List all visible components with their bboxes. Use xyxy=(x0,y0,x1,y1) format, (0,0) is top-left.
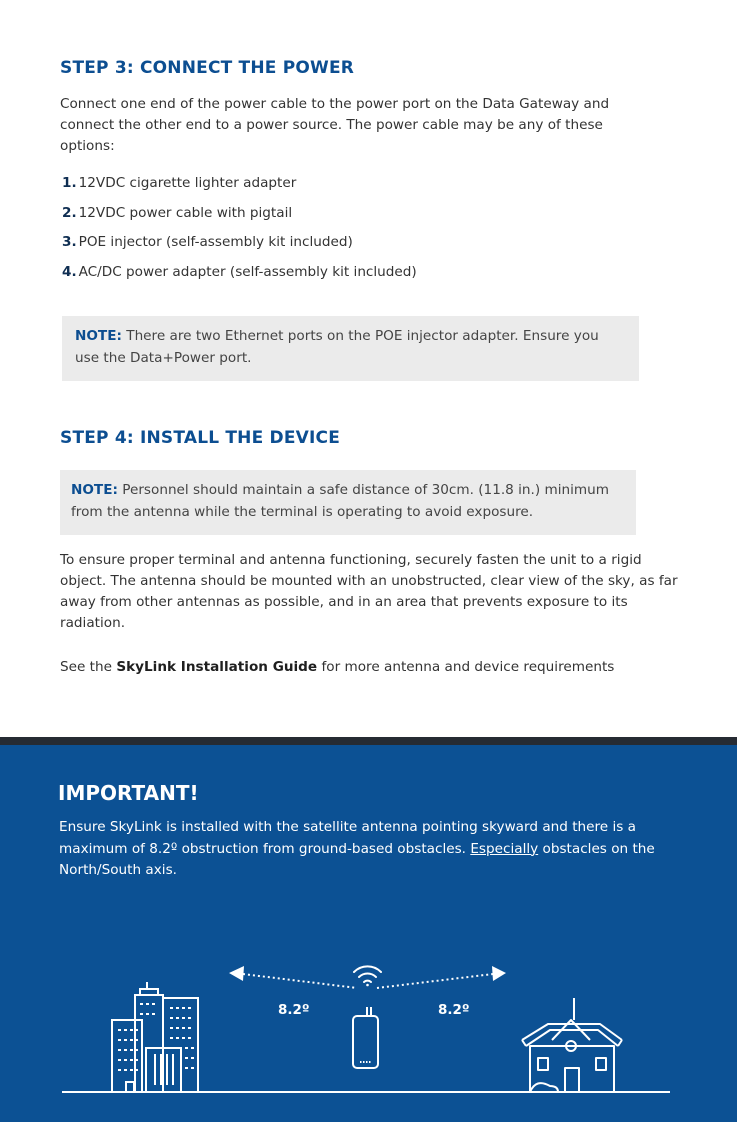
note-text: There are two Ethernet ports on the POE injector adapter. Ensure you use the Data+Power port. xyxy=(75,328,599,366)
poe-note-box xyxy=(62,316,639,381)
left-angle-label: 8.2º xyxy=(278,1002,310,1018)
note-label: NOTE: xyxy=(71,482,118,498)
important-text xyxy=(59,817,679,882)
skylink-device-icon xyxy=(353,1007,378,1068)
see-suffix: for more antenna and device requirements xyxy=(321,659,615,675)
list-text: 12VDC cigarette lighter adapter xyxy=(78,175,297,191)
house-icon xyxy=(522,998,622,1092)
step-4-heading: STEP 4: INSTALL THE DEVICE xyxy=(60,428,341,448)
city-buildings-icon xyxy=(112,982,198,1092)
see-guide-line xyxy=(60,657,680,678)
list-number: 1. xyxy=(62,175,77,191)
right-obstruction-arrow xyxy=(377,966,506,988)
important-text-after: obstacles on the North/South axis. xyxy=(59,840,655,878)
list-text: POE injector (self-assembly kit included) xyxy=(78,234,353,251)
important-emphasis: Especially xyxy=(470,840,539,857)
note-text: Personnel should maintain a safe distance of 30cm. (11.8 in.) minimum from the antenna while the terminal is operating to avoid exposure. xyxy=(71,482,609,520)
important-title: IMPORTANT! xyxy=(58,781,199,805)
see-prefix: See the xyxy=(60,659,112,675)
step-3-intro: Connect one end of the power cable to the power port on the Data Gateway and connect the other end to a power source. The power cable may be any of these options: xyxy=(60,96,610,154)
wifi-signal-icon xyxy=(354,966,381,986)
list-item xyxy=(62,172,417,202)
step-3-heading: STEP 3: CONNECT THE POWER xyxy=(60,58,355,78)
list-text: AC/DC power adapter (self-assembly kit included) xyxy=(78,264,417,281)
list-item xyxy=(62,261,417,291)
list-number: 3. xyxy=(62,234,77,251)
important-panel xyxy=(0,745,737,1122)
list-number: 2. xyxy=(62,204,77,221)
installation-illustration xyxy=(0,900,737,1110)
note-label: NOTE: xyxy=(75,328,122,344)
list-number: 4. xyxy=(62,264,77,281)
power-cable-options-list xyxy=(62,172,417,291)
right-angle-label: 8.2º xyxy=(438,1002,470,1018)
list-item xyxy=(62,231,417,261)
install-instructions: To ensure proper terminal and antenna functioning, securely fasten the unit to a rigid object. The antenna should be mounted with an unobstructed, clear view of the sky, as far away from other antennas as possible, and in an area that prevents exposure to its radiation. xyxy=(60,552,678,631)
left-obstruction-arrow xyxy=(229,966,357,988)
list-text: 12VDC power cable with pigtail xyxy=(78,204,293,221)
installation-guide-reference: SkyLink Installation Guide xyxy=(116,659,318,675)
list-item xyxy=(62,202,417,232)
important-text-before: Ensure SkyLink is installed with the satellite antenna pointing skyward and there is a maximum of 8.2º obstruction from ground-based obstacles. xyxy=(59,819,637,857)
safety-note-box xyxy=(60,470,636,535)
panel-top-bar xyxy=(0,737,737,745)
